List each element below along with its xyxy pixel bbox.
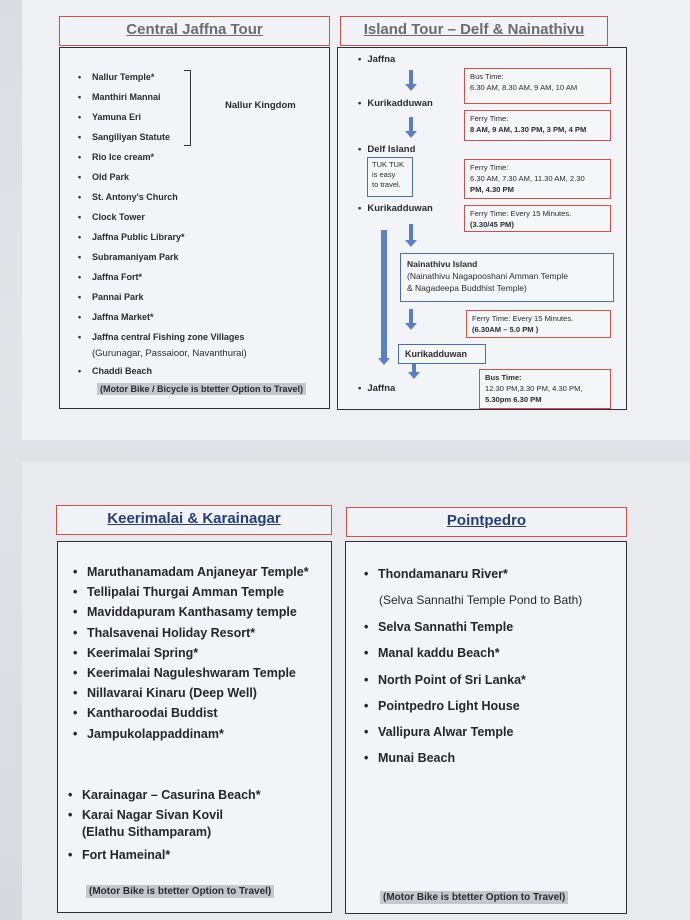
fort-list: [68, 845, 268, 865]
arrow-3: [409, 224, 413, 240]
keerimalai-title: Keerimalai & Karainagar: [56, 505, 332, 535]
bus-time-1: [464, 68, 611, 104]
ferry2-label: Ferry Time:: [470, 163, 509, 172]
central-travel-note: (Motor Bike / Bicycle is btetter Option to Travel): [97, 383, 306, 395]
list-item: • Selva Sannathi Temple: [364, 617, 619, 643]
arrow-2-head: [405, 131, 417, 138]
bus2-label: Bus Time:: [485, 373, 522, 382]
list-item: • Manal kaddu Beach*: [364, 643, 619, 669]
kurikadduwan-box: Kurikadduwan: [398, 344, 486, 364]
ferry-time-2: [464, 159, 611, 199]
list-item: • Keerimalai Naguleshwaram Temple: [73, 663, 331, 683]
nallur-bracket: [184, 70, 191, 146]
list-item: • Fort Hameinal*: [68, 845, 268, 865]
list-item: • Manthiri Mannai: [78, 87, 318, 107]
nallur-kingdom-label: Nallur Kingdom: [225, 100, 296, 111]
thondamanaru-sub: (Selva Sannathi Temple Pond to Bath): [379, 593, 583, 607]
arrow-1-head: [405, 84, 417, 91]
arrow-2: [409, 117, 413, 131]
ferry2-line2: PM, 4.30 PM: [470, 185, 514, 194]
ferry-time-4: [466, 310, 611, 338]
bus2-line1: 12.30 PM,3.30 PM, 4.30 PM,: [485, 384, 583, 393]
arrow-long-head: [378, 358, 390, 365]
list-item: • Old Park: [78, 167, 318, 187]
ferry4-line2: (6.30AM – 5.0 PM ): [472, 325, 539, 334]
bus2-line2: 5.30pm 6.30 PM: [485, 395, 542, 404]
list-item: • Thalsavenai Holiday Resort*: [73, 623, 331, 643]
list-item: • Maviddapuram Kanthasamy temple: [73, 602, 331, 622]
list-item: • Rio Ice cream*: [78, 147, 318, 167]
tuktuk-note: [367, 157, 413, 197]
list-item: • Kantharoodai Buddist: [73, 703, 331, 723]
ferry4-line1: Ferry Time: Every 15 Minutes.: [472, 314, 574, 323]
nainathivu-title: Nainathivu Island: [407, 259, 478, 269]
pointpedro-title: Pointpedro: [346, 507, 627, 537]
list-item: • Sangiliyan Statute: [78, 127, 318, 147]
stop-kurikadduwan: • Kurikadduwan: [358, 98, 433, 109]
list-item: • Jampukolappaddinam*: [73, 724, 331, 744]
list-item: • Pannai Park: [78, 287, 318, 307]
ferry1-label: Ferry Time:: [470, 114, 509, 123]
sivan-sub: (Elathu Sithamparam): [82, 825, 212, 839]
list-item: • Maruthanamadam Anjaneyar Temple*: [73, 562, 331, 582]
ferry3-line1: Ferry Time: Every 15 Minutes.: [470, 209, 572, 218]
ferry1-times: 8 AM, 9 AM, 1.30 PM, 3 PM, 4 PM: [470, 125, 587, 134]
nainathivu-line2: & Nagadeepa Buddhist Temple): [407, 283, 527, 293]
bus-time-2: [479, 369, 611, 409]
list-item: • Yamuna Eri: [78, 107, 318, 127]
list-item: • Nillavarai Kinaru (Deep Well): [73, 683, 331, 703]
list-item: • Munai Beach: [364, 748, 619, 774]
list-item: • Thondamanaru River*: [364, 564, 619, 584]
arrow-5-head: [408, 372, 420, 379]
list-item: • Vallipura Alwar Temple: [364, 722, 619, 748]
nainathivu-line1: (Nainathivu Nagapooshani Amman Temple: [407, 271, 568, 281]
karainagar-list: [68, 785, 326, 825]
list-item: • Karai Nagar Sivan Kovil: [68, 805, 326, 825]
list-item: • Clock Tower: [78, 207, 318, 227]
keerimalai-travel-note: (Motor Bike is btetter Option to Travel): [86, 885, 274, 898]
arrow-4-head: [405, 323, 417, 330]
list-item: • Jaffna Market*: [78, 307, 318, 327]
ferry2-line1: 6.30 AM, 7.30 AM, 11.30 AM, 2.30: [470, 174, 585, 183]
villages-note: (Gurunagar, Passaioor, Navanthurai): [92, 348, 247, 359]
ferry-time-3: [464, 205, 611, 232]
pointpedro-travel-note: (Motor Bike is btetter Option to Travel): [380, 891, 568, 904]
tuktuk-line3: to travel.: [372, 180, 401, 189]
list-item: • Jaffna Fort*: [78, 267, 318, 287]
keerimalai-list: [73, 562, 331, 744]
list-item: • Karainagar – Casurina Beach*: [68, 785, 326, 805]
arrow-3-head: [405, 240, 417, 247]
stop-jaffna: • Jaffna: [358, 54, 395, 65]
list-item: • Pointpedro Light House: [364, 696, 619, 722]
tuktuk-line1: TUK TUK: [372, 160, 404, 169]
list-item: • Jaffna Public Library*: [78, 227, 318, 247]
bus1-label: Bus Time:: [470, 72, 504, 81]
bus1-times: 6.30 AM, 8.30 AM, 9 AM, 10 AM: [470, 83, 578, 92]
list-item: • Chaddi Beach: [78, 361, 278, 381]
island-tour-title: Island Tour – Delf & Nainathivu: [340, 16, 608, 46]
arrow-1: [409, 70, 413, 84]
central-last-list: [78, 361, 278, 381]
nainathivu-box: [400, 253, 614, 302]
ferry3-line2: (3.30/45 PM): [470, 220, 514, 229]
pointpedro-first: [364, 564, 619, 584]
arrow-4: [409, 309, 413, 323]
list-item: • Nallur Temple*: [78, 67, 318, 87]
ferry-time-1: [464, 110, 611, 141]
list-item: • Keerimalai Spring*: [73, 643, 331, 663]
pointpedro-list: [364, 617, 619, 775]
tuktuk-line2: is easy: [372, 170, 396, 179]
list-item: • Tellipalai Thurgai Amman Temple: [73, 582, 331, 602]
list-item: • North Point of Sri Lanka*: [364, 670, 619, 696]
list-item: • Subramaniyam Park: [78, 247, 318, 267]
central-jaffna-title: Central Jaffna Tour: [59, 16, 330, 46]
list-item: • St. Antony's Church: [78, 187, 318, 207]
arrow-long: [381, 230, 387, 360]
stop-jaffna-return: • Jaffna: [358, 383, 395, 394]
stop-delf-island: • Delf Island: [358, 144, 415, 155]
list-item: • Jaffna central Fishing zone Villages: [78, 327, 318, 347]
stop-kurikadduwan-return: • Kurikadduwan: [358, 203, 433, 214]
